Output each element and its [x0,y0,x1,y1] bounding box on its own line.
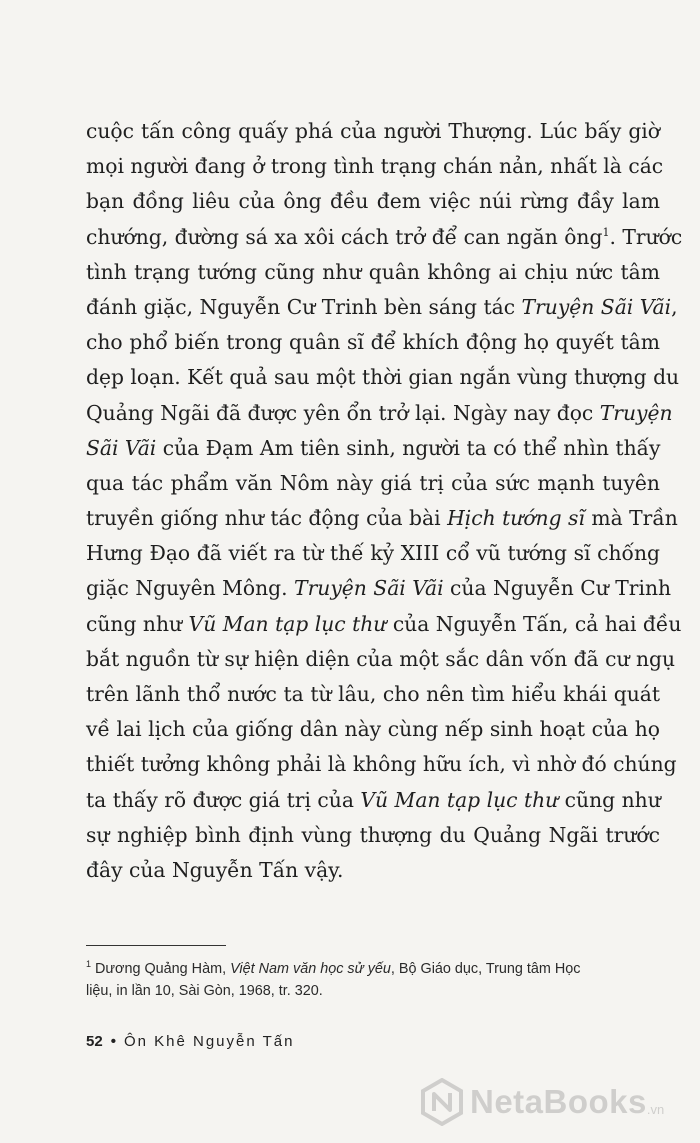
text-run: sự nghiệp bình định vùng thượng du Quảng Ngãi trước [86,822,660,847]
text-run: mọi người đang ở trong tình trạng chán nản, nhất là các [86,154,664,179]
footnote-marker: 1 [86,959,92,970]
text-run: bắt nguồn từ sự hiện diện của một sắc dân vốn đã cư ngụ [86,646,676,671]
footnote-ref: 1 [602,225,610,239]
text-line [86,290,678,325]
footnote-divider [86,945,226,946]
text-run: cuộc tấn công quấy phá của người Thượng. Lúc bấy giờ [86,119,660,143]
text-run: của Nguyễn Tấn, cả hai đều [386,611,682,636]
text-run: Hưng Đạo đã viết ra từ thế kỷ XIII cổ vũ tướng sĩ chống [86,541,660,566]
italic-title: Hịch tướng sĩ [447,506,585,531]
italic-title: Vũ Man tạp lục thư [360,787,559,812]
italic-title: Truyện Sãi Vãi [521,294,672,319]
text-line [86,712,660,747]
text-run: bạn đồng liêu của ông đều đem việc núi rừng đầy lam [86,189,660,214]
text-run: truyền giống như tác động của bài [86,506,448,531]
text-line [86,255,660,290]
footnote-book-title: Việt Nam văn học sử yếu [230,961,391,977]
footnote-text-b: , Bộ Giáo dục, Trung tâm Học [390,961,581,977]
text-run: thiết tưởng không phải là không hữu ích, vì nhờ đó chúng [86,752,677,777]
page-footer [86,1033,294,1050]
text-run: giặc Nguyên Mông. [86,576,295,601]
text-run: đánh giặc, Nguyễn Cư Trinh bèn sáng tác [86,294,522,319]
footer-separator: • [110,1033,116,1050]
text-line [86,431,660,466]
text-run: cũng như [558,787,661,812]
text-run: của Nguyễn Cư Trinh [443,576,672,601]
text-run: . Trước [609,224,683,249]
text-line [86,607,682,642]
italic-title: Vũ Man tạp lục thư [188,611,387,636]
watermark-suffix: .vn [646,1101,665,1117]
text-line [86,501,678,536]
text-run: đây của Nguyễn Tấn vậy. [86,857,344,882]
body-text [86,114,683,888]
italic-title: Truyện Sãi Vãi [294,576,444,601]
text-run: , [671,294,678,319]
text-line [86,325,660,360]
italic-title: Truyện [599,400,673,425]
text-line [86,677,660,712]
text-line [86,783,660,818]
italic-title: Sãi Vãi [86,435,157,460]
text-run: Quảng Ngãi đã được yên ổn trở lại. Ngày nay đọc [86,400,600,425]
text-run: mà Trần [584,506,678,531]
text-line [86,149,664,184]
page-number: 52 [86,1033,103,1050]
text-run: qua tác phẩm văn Nôm này giá trị của sức mạnh tuyên [86,470,660,495]
netabooks-logo-icon [420,1078,464,1126]
footnote-text-a: Dương Quảng Hàm, [91,961,231,977]
footnote [86,958,660,1002]
text-run: tình trạng tướng cũng như quân không ai chịu nức tâm [86,259,660,284]
text-line [86,114,660,149]
text-line [86,642,676,677]
running-title: Ôn Khê Nguyễn Tấn [123,1033,295,1050]
footnote-line-2: liệu, in lần 10, Sài Gòn, 1968, tr. 320. [86,983,323,999]
text-line [86,396,673,431]
text-line [86,466,660,501]
text-line [86,571,672,606]
text-run: cho phổ biến trong quân sĩ để khích động họ quyết tâm [86,330,660,355]
text-run: chướng, đường sá xa xôi cách trở để can ngăn ông [86,224,603,249]
watermark-brand: NetaBooks [470,1083,647,1120]
text-run: của Đạm Am tiên sinh, người ta có thể nhìn thấy [156,435,661,460]
text-run: trên lãnh thổ nước ta từ lâu, cho nên tìm hiểu khái quát [86,682,660,706]
text-line [86,220,683,255]
text-run: ta thấy rõ được giá trị của [86,787,361,812]
text-line [86,360,680,395]
text-line [86,818,660,853]
text-run: dẹp loạn. Kết quả sau một thời gian ngắn vùng thượng du [86,365,680,390]
text-run: về lai lịch của giống dân này cùng nếp sinh hoạt của họ [86,717,660,742]
watermark [420,1077,664,1127]
footnote-line-1 [86,958,660,980]
text-line [86,536,660,571]
text-run: cũng như [86,611,189,636]
text-line [86,853,660,888]
text-line [86,747,677,782]
text-line [86,184,660,219]
